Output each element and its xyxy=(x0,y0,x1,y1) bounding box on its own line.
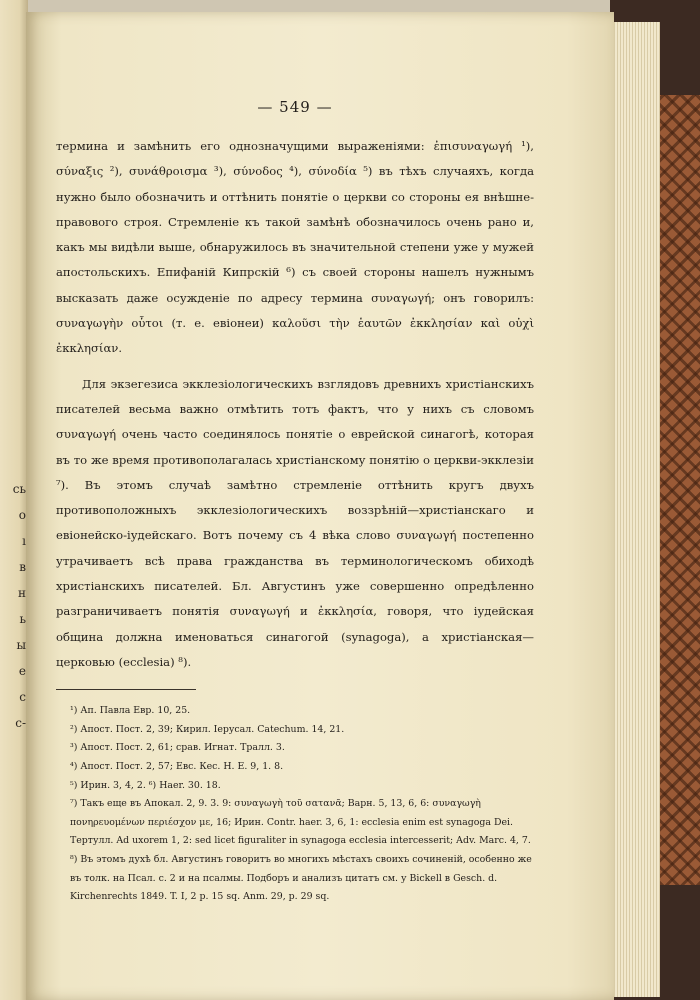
left-page-fragment: в xyxy=(19,560,26,574)
left-page-text-fragments xyxy=(0,60,26,730)
left-page-fragment: с xyxy=(19,690,26,704)
left-page-fragment: о xyxy=(18,508,26,522)
page-number: — 549 — xyxy=(257,98,333,116)
book-page xyxy=(26,12,614,1000)
left-page-fragment: с- xyxy=(15,716,26,730)
left-page-fragment: е xyxy=(18,664,26,678)
footnote: ⁵) Ирин. 3, 4, 2. ⁶) Haer. 30. 18. xyxy=(70,779,221,791)
left-page-fragment xyxy=(0,268,26,294)
footnote: ⁴) Апост. Пост. 2, 57; Евс. Кес. Н. Е. 9, 1. 8. xyxy=(70,761,284,773)
left-page-fragment xyxy=(0,138,26,164)
footnote: ²) Апост. Пост. 2, 39; Кирил. Іерусал. Catechum. 14, 21. xyxy=(70,723,345,735)
left-page-fragment: ı xyxy=(22,534,26,548)
leather-spine-pattern xyxy=(660,95,700,885)
left-page-fragment xyxy=(0,398,26,424)
main-paragraph: термина и замѣнить его однозначущими выраженіями: ἐπισυναγωγή ¹), σύναξις ²), συνάθροισμα ³), σύνοδος ⁴), σύνοδία ⁵) въ тѣхъ случаяхъ, когда нужно было обозначить и оттѣнить понятіе о церкви со стороны ея внѣшне-правового строя. Стремленіе къ такой замѣнѣ обозначилось очень рано и, какъ мы видѣли выше, обнаружилось въ значительной степени уже у мужей апостольскихъ. Епифаній Кипрскій ⁶) съ своей стороны нашелъ нужнымъ высказать даже осужденіе по адресу термина συναγωγή; онъ говорилъ: συναγωγὴν οὗτοι (т. е. евіонеи) καλοῦσι τὴν ἑαυτῶν ἐκκλησίαν καὶ οὐχὶ ἐκκλησίαν. xyxy=(56,139,534,356)
page-edges xyxy=(612,22,660,997)
left-page-fragment xyxy=(0,242,26,268)
footnote: ⁷) Такъ еще въ Апокал. 2, 9. 3. 9: συναγωγὴ τοῦ σατανᾶ; Варн. 5, 13, 6, 6: συναγωγὴ πονηρευομένων περιέσχον με, 16; Ирин. Contr. haer. 3, 6, 1: ecclesia enim est synagoga Dei. Тертулл. Ad uxorem 1, 2: sed licet figuraliter in synagoga ecclesia intercesserit; Adv. Marc. 4, 7. xyxy=(70,798,531,847)
second-paragraph: Для экзегезиса экклезіологическихъ взглядовъ древнихъ христіанскихъ писателей весьма важно отмѣтить тотъ фактъ, что у нихъ съ словомъ συναγωγή очень часто соединялось понятіе о еврейской синагогѣ, которая въ то же время противополагалась христіанскому понятію о церкви-экклезіи ⁷). Въ этомъ случаѣ замѣтно стремленіе оттѣнить кругъ двухъ противоположныхъ экклезіологическихъ воззрѣній—христіанскаго и евіонейско-іудейскаго. Вотъ почему съ 4 вѣка слово συναγωγή постепенно утрачиваетъ всѣ права гражданства въ терминологическомъ обиходѣ христіанскихъ писателей. Бл. Августинъ уже совершенно опредѣленно разграничиваетъ понятія συναγωγή и ἐκκλησία, говоря, что іудейская община должна именоваться синагогой (synagoga), а христіанская—церковью (ecclesia) ⁸). xyxy=(56,376,534,669)
left-page-fragment xyxy=(0,294,26,320)
footnotes xyxy=(56,702,534,907)
left-page-fragment xyxy=(0,112,26,138)
footnote: ³) Апост. Пост. 2, 61; срав. Игнат. Тралл. 3. xyxy=(70,742,285,754)
left-page-fragment xyxy=(0,60,26,86)
footnote-divider xyxy=(56,689,196,690)
page-content xyxy=(56,98,534,907)
left-page-fragment xyxy=(0,424,26,450)
left-page-fragment xyxy=(0,164,26,190)
left-page-fragment xyxy=(0,86,26,112)
left-page-fragment: сь xyxy=(12,482,26,496)
left-page-fragment xyxy=(0,320,26,346)
left-page-fragment xyxy=(0,346,26,372)
left-page-fragment xyxy=(0,190,26,216)
left-page-fragment xyxy=(0,450,26,476)
left-page-fragment: ы xyxy=(16,638,26,652)
footnote: ¹) Ап. Павла Евр. 10, 25. xyxy=(70,705,191,717)
left-page-fragment: ь xyxy=(19,612,26,626)
left-page-fragment: н xyxy=(18,586,26,600)
footnote: ⁸) Въ этомъ духѣ бл. Августинъ говоритъ во многихъ мѣстахъ своихъ сочиненій, особенно же въ толк. на Псал. с. 2 и на псалмы. Подборъ и анализъ цитатъ см. у Bickell в Gesch. d. Kirchenrechts 1849. T. I, 2 p. 15 sq. Anm. 29, p. 29 sq. xyxy=(70,853,532,903)
left-page-fragment xyxy=(0,216,26,242)
left-page xyxy=(0,0,28,1000)
left-page-fragment xyxy=(0,372,26,398)
